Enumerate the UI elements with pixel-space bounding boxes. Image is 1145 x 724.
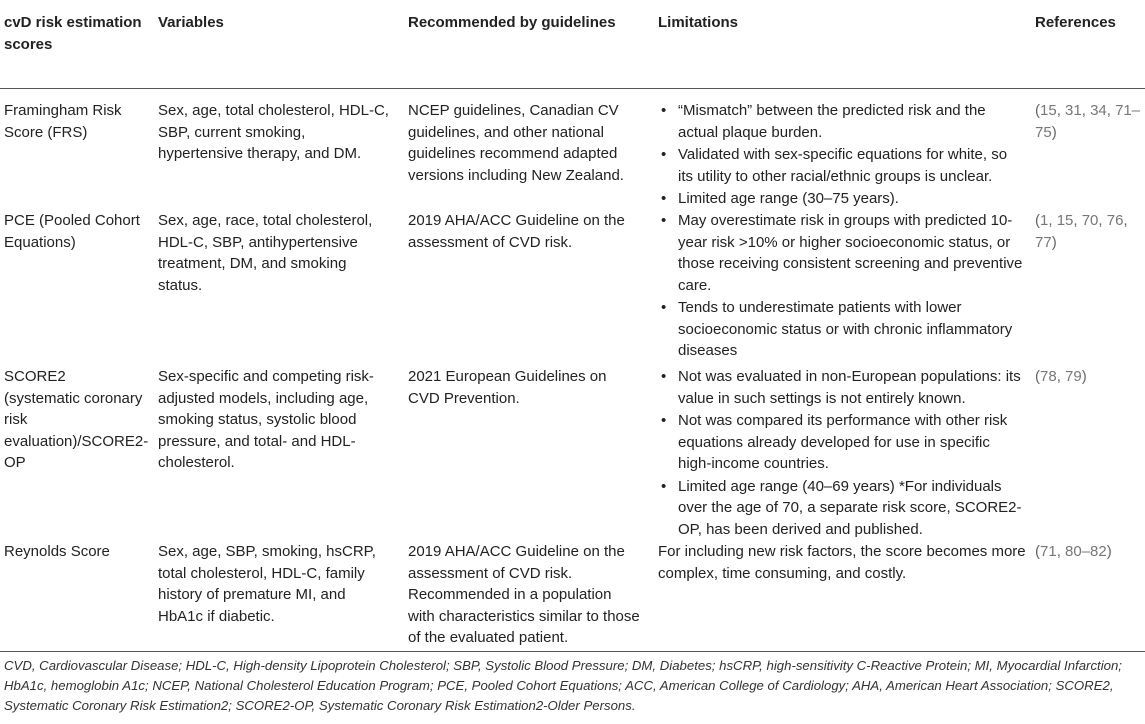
row-guidelines: 2019 AHA/ACC Guideline on the assessment of CVD risk. Recommended in a population with characteristics similar to those of the evaluated patient. bbox=[408, 543, 640, 646]
limitation-item: • May overestimate risk in groups with predicted 10-year risk >10% or higher socioeconomic status, or those receiving consistent screening and preventive care. bbox=[658, 210, 1026, 296]
limitation-item: • Not was compared its performance with other risk equations already developed for use in specific high-income countries. bbox=[658, 410, 1026, 475]
reference-link[interactable]: 70 bbox=[1081, 212, 1099, 229]
limitation-item: • Validated with sex-specific equations for white, so its utility to other racial/ethnic groups is unclear. bbox=[658, 144, 1026, 187]
row-references: (15, 31, 34, 71–75) bbox=[1035, 102, 1141, 141]
reference-link[interactable]: 77 bbox=[1035, 233, 1052, 251]
row-references: (71, 80–82) bbox=[1035, 543, 1112, 560]
reference-link[interactable]: 76 bbox=[1106, 212, 1124, 229]
reference-link[interactable]: 78 bbox=[1040, 368, 1057, 385]
limitation-item: • Not was evaluated in non-European populations: its value in such settings is not entirely known. bbox=[658, 366, 1026, 409]
reference-link[interactable]: 79 bbox=[1065, 368, 1082, 385]
limitation-item: • Tends to underestimate patients with lower socioeconomic status or with chronic inflammatory diseases bbox=[658, 297, 1026, 362]
limitations-list bbox=[658, 210, 1026, 362]
header-variables: Variables bbox=[158, 14, 224, 31]
row-score: Reynolds Score bbox=[4, 543, 110, 560]
row-guidelines: NCEP guidelines, Canadian CV guidelines, and other national guidelines recommend adapted versions including New Zealand. bbox=[408, 102, 624, 184]
header-references: References bbox=[1035, 14, 1116, 31]
limitation-item: • “Mismatch” between the predicted risk and the actual plaque burden. bbox=[658, 100, 1026, 143]
row-limitations bbox=[658, 100, 1026, 211]
reference-link[interactable]: 71–75 bbox=[1035, 102, 1141, 141]
limitations-list bbox=[658, 366, 1026, 540]
table-footnote: CVD, Cardiovascular Disease; HDL-C, High-density Lipoprotein Cholesterol; SBP, Systolic Blood Pressure; DM, Diabetes; hsCRP, high-sensitivity C-Reactive Protein; MI, Myocardial Infarction; HbA1c, hemoglobin A1c; NCEP, National Cholesterol Education Program; PCE, Pooled Cohort Equations; ACC, American College of Cardiology; AHA, American Heart Association; SCORE2, Systematic Coronary Risk Estimation2; SCORE2-OP, Systematic Coronary Risk Estimation2-Older Persons. bbox=[4, 658, 1122, 713]
header-divider bbox=[0, 88, 1145, 89]
reference-link[interactable]: 34 bbox=[1090, 102, 1107, 119]
limitation-item: • Limited age range (30–75 years). bbox=[658, 188, 1026, 210]
row-references: (78, 79) bbox=[1035, 368, 1087, 385]
limitation-item: • Limited age range (40–69 years) *For individuals over the age of 70, a separate risk score, SCORE2-OP, has been derived and published. bbox=[658, 476, 1026, 541]
row-variables: Sex, age, total cholesterol, HDL-C, SBP, current smoking, hypertensive therapy, and DM. bbox=[158, 102, 389, 162]
row-score: PCE (Pooled Cohort Equations) bbox=[4, 212, 140, 251]
row-references: (1, 15, 70, 76, 77) bbox=[1035, 212, 1128, 251]
table-bottom-divider bbox=[0, 651, 1145, 652]
reference-link[interactable]: 80–82 bbox=[1065, 543, 1107, 560]
row-limitations bbox=[658, 366, 1026, 541]
row-guidelines: 2021 European Guidelines on CVD Prevention. bbox=[408, 368, 607, 407]
row-score: Framingham Risk Score (FRS) bbox=[4, 102, 122, 141]
reference-link[interactable]: 1 bbox=[1040, 212, 1049, 229]
header-scores: cvD risk estimation scores bbox=[4, 14, 142, 53]
row-limitation-text: For including new risk factors, the score becomes more complex, time consuming, and costly. bbox=[658, 543, 1026, 582]
row-variables: Sex-specific and competing risk-adjusted models, including age, smoking status, systolic blood pressure, and total- and HDL-cholesterol. bbox=[158, 368, 374, 471]
header-guidelines: Recommended by guidelines bbox=[408, 14, 616, 31]
header-limitations: Limitations bbox=[658, 14, 739, 31]
reference-link[interactable]: 31 bbox=[1065, 102, 1082, 119]
reference-link[interactable]: 15 bbox=[1056, 212, 1074, 229]
limitations-list bbox=[658, 100, 1026, 210]
row-guidelines: 2019 AHA/ACC Guideline on the assessment of CVD risk. bbox=[408, 212, 625, 251]
row-variables: Sex, age, race, total cholesterol, HDL-C, SBP, antihypertensive treatment, DM, and smoking status. bbox=[158, 212, 373, 294]
row-limitations bbox=[658, 210, 1026, 363]
reference-link[interactable]: 15 bbox=[1040, 102, 1057, 119]
reference-link[interactable]: 71 bbox=[1040, 543, 1057, 560]
row-score: SCORE2 (systematic coronary risk evaluation)/SCORE2-OP bbox=[4, 368, 149, 471]
row-variables: Sex, age, SBP, smoking, hsCRP, total cholesterol, HDL-C, family history of premature MI, and HbA1c if diabetic. bbox=[158, 543, 376, 625]
